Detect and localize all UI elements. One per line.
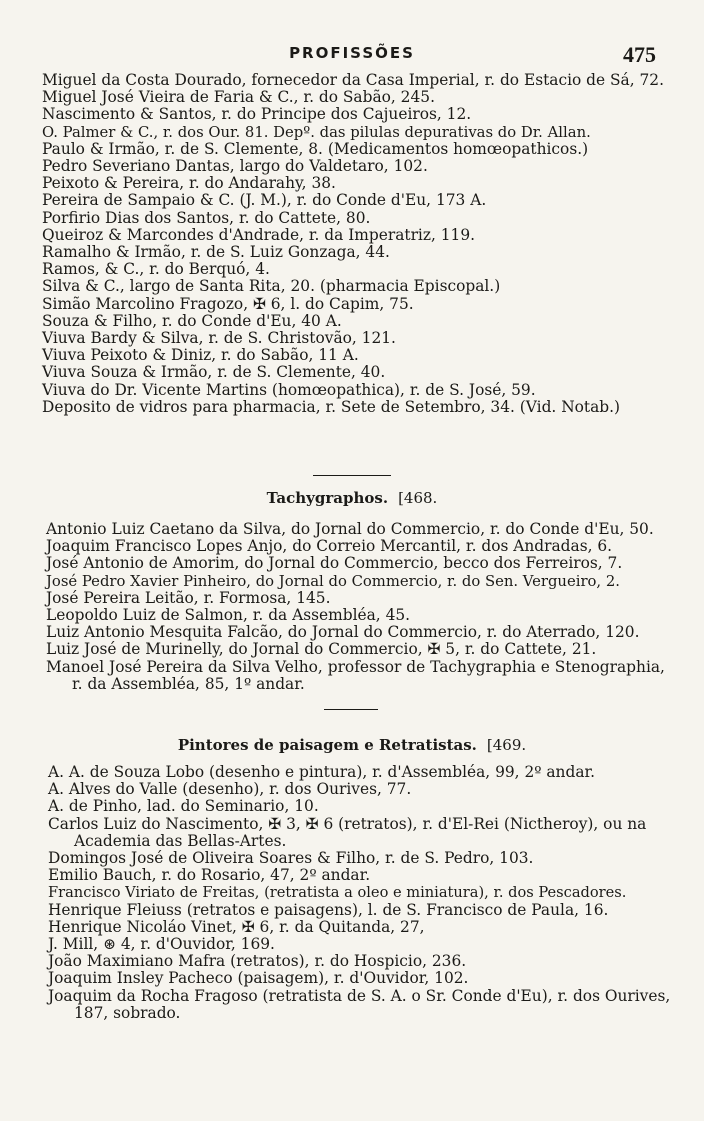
list-item: A. Alves do Valle (desenho), r. dos Ourives, 77. xyxy=(48,780,412,799)
list-item: Leopoldo Luiz de Salmon, r. da Assembléa, 45. xyxy=(46,606,411,625)
page-number: 475 xyxy=(623,42,656,67)
page-header xyxy=(40,44,664,68)
list-item: Emilio Bauch, r. do Rosario, 47, 2º andar. xyxy=(48,866,371,885)
section-heading-pintores xyxy=(0,736,704,754)
section-divider xyxy=(313,475,391,476)
list-item: Carlos Luiz do Nascimento, ✠ 3, ✠ 6 (retratos), r. d'El-Rei (Nictheroy), ou na Academia das Bellas-Artes. xyxy=(48,814,647,850)
section-heading-label: Pintores de paisagem e Retratistas. xyxy=(177,736,477,754)
list-item: Ramalho & Irmão, r. de S. Luiz Gonzaga, 44. xyxy=(42,243,390,262)
list-item: Queiroz & Marcondes d'Andrade, r. da Imperatriz, 119. xyxy=(42,225,476,244)
list-item: José Antonio de Amorim, do Jornal do Commercio, becco dos Ferreiros, 7. xyxy=(46,554,623,573)
list-item: Joaquim da Rocha Fragoso (retratista de S. A. o Sr. Conde d'Eu), r. dos Ourives, 187, sobrado. xyxy=(48,986,671,1022)
list-item: Miguel da Costa Dourado, fornecedor da Casa Imperial, r. do Estacio de Sá, 72. xyxy=(42,71,664,89)
list-item: Manoel José Pereira da Silva Velho, professor de Tachygraphia e Stenographia, r. da Assembléa, 85, 1º andar. xyxy=(46,657,665,693)
list-item: Porfirio Dias dos Santos, r. do Cattete, 80. xyxy=(42,208,371,227)
list-item: Miguel José Vieira de Faria & C., r. do Sabão, 245. xyxy=(42,88,435,107)
pintores-list xyxy=(48,764,674,1022)
section-divider xyxy=(324,709,378,710)
list-item: Pereira de Sampaio & C. (J. M.), r. do Conde d'Eu, 173 A. xyxy=(42,191,487,210)
list-item: Silva & C., largo de Santa Rita, 20. (pharmacia Episcopal.) xyxy=(42,277,501,296)
section-heading-label: Tachygraphos. xyxy=(266,489,389,507)
section-reference: [468. xyxy=(398,489,438,507)
list-item: Viuva do Dr. Vicente Martins (homœopathica), r. de S. José, 59. xyxy=(42,380,536,399)
list-item: Luiz José de Murinelly, do Jornal do Commercio, ✠ 5, r. do Cattete, 21. xyxy=(46,640,597,659)
section-heading-tachygraphos xyxy=(0,489,704,507)
list-item: Souza & Filho, r. do Conde d'Eu, 40 A. xyxy=(42,311,342,330)
list-item: Joaquim Francisco Lopes Anjo, do Correio Mercantil, r. dos Andradas, 6. xyxy=(46,537,613,556)
list-item: Ramos, & C., r. do Berquó, 4. xyxy=(42,260,270,279)
list-item: José Pedro Xavier Pinheiro, do Jornal do Commercio, r. do Sen. Vergueiro, 2. xyxy=(46,572,620,590)
list-item: O. Palmer & C., r. dos Our. 81. Depº. das pilulas depurativas do Dr. Allan. xyxy=(42,123,591,141)
tachygraphos-list xyxy=(46,521,674,693)
list-item: Pedro Severiano Dantas, largo do Valdetaro, 102. xyxy=(42,157,428,176)
pharmacy-list xyxy=(42,72,674,416)
list-item: Paulo & Irmão, r. de S. Clemente, 8. (Medicamentos homœopathicos.) xyxy=(42,139,589,158)
list-item: Henrique Nicoláo Vinet, ✠ 6, r. da Quitanda, 27, xyxy=(48,917,425,936)
section-reference: [469. xyxy=(486,736,527,754)
list-item: Nascimento & Santos, r. do Principe dos Cajueiros, 12. xyxy=(42,105,472,124)
list-item: Deposito de vidros para pharmacia, r. Sete de Setembro, 34. (Vid. Notab.) xyxy=(42,397,621,416)
list-item: Viuva Bardy & Silva, r. de S. Christovão, 121. xyxy=(42,329,396,348)
list-item: Simão Marcolino Fragozo, ✠ 6, l. do Capim, 75. xyxy=(42,294,414,313)
list-item: João Maximiano Mafra (retratos), r. do Hospicio, 236. xyxy=(48,952,467,971)
list-item: José Pereira Leitão, r. Formosa, 145. xyxy=(46,588,331,607)
page-title: PROFISSÕES xyxy=(289,44,415,62)
list-item: Luiz Antonio Mesquita Falcão, do Jornal do Commercio, r. do Aterrado, 120. xyxy=(46,623,640,642)
list-item: Joaquim Insley Pacheco (paisagem), r. d'Ouvidor, 102. xyxy=(48,969,469,988)
list-item: Henrique Fleiuss (retratos e paisagens), l. de S. Francisco de Paula, 16. xyxy=(48,900,609,919)
list-item: A. de Pinho, lad. do Seminario, 10. xyxy=(48,797,319,816)
list-item: Viuva Peixoto & Diniz, r. do Sabão, 11 A. xyxy=(42,346,359,365)
list-item: Domingos José de Oliveira Soares & Filho, r. de S. Pedro, 103. xyxy=(48,849,534,868)
list-item: J. Mill, ⊛ 4, r. d'Ouvidor, 169. xyxy=(48,935,275,954)
list-item: Peixoto & Pereira, r. do Andarahy, 38. xyxy=(42,174,336,193)
list-item: Francisco Viriato de Freitas, (retratista a oleo e miniatura), r. dos Pescadores. xyxy=(48,884,627,902)
list-item: A. A. de Souza Lobo (desenho e pintura), r. d'Assembléa, 99, 2º andar. xyxy=(48,763,596,781)
list-item: Antonio Luiz Caetano da Silva, do Jornal do Commercio, r. do Conde d'Eu, 50. xyxy=(46,520,654,538)
list-item: Viuva Souza & Irmão, r. de S. Clemente, 40. xyxy=(42,363,386,382)
